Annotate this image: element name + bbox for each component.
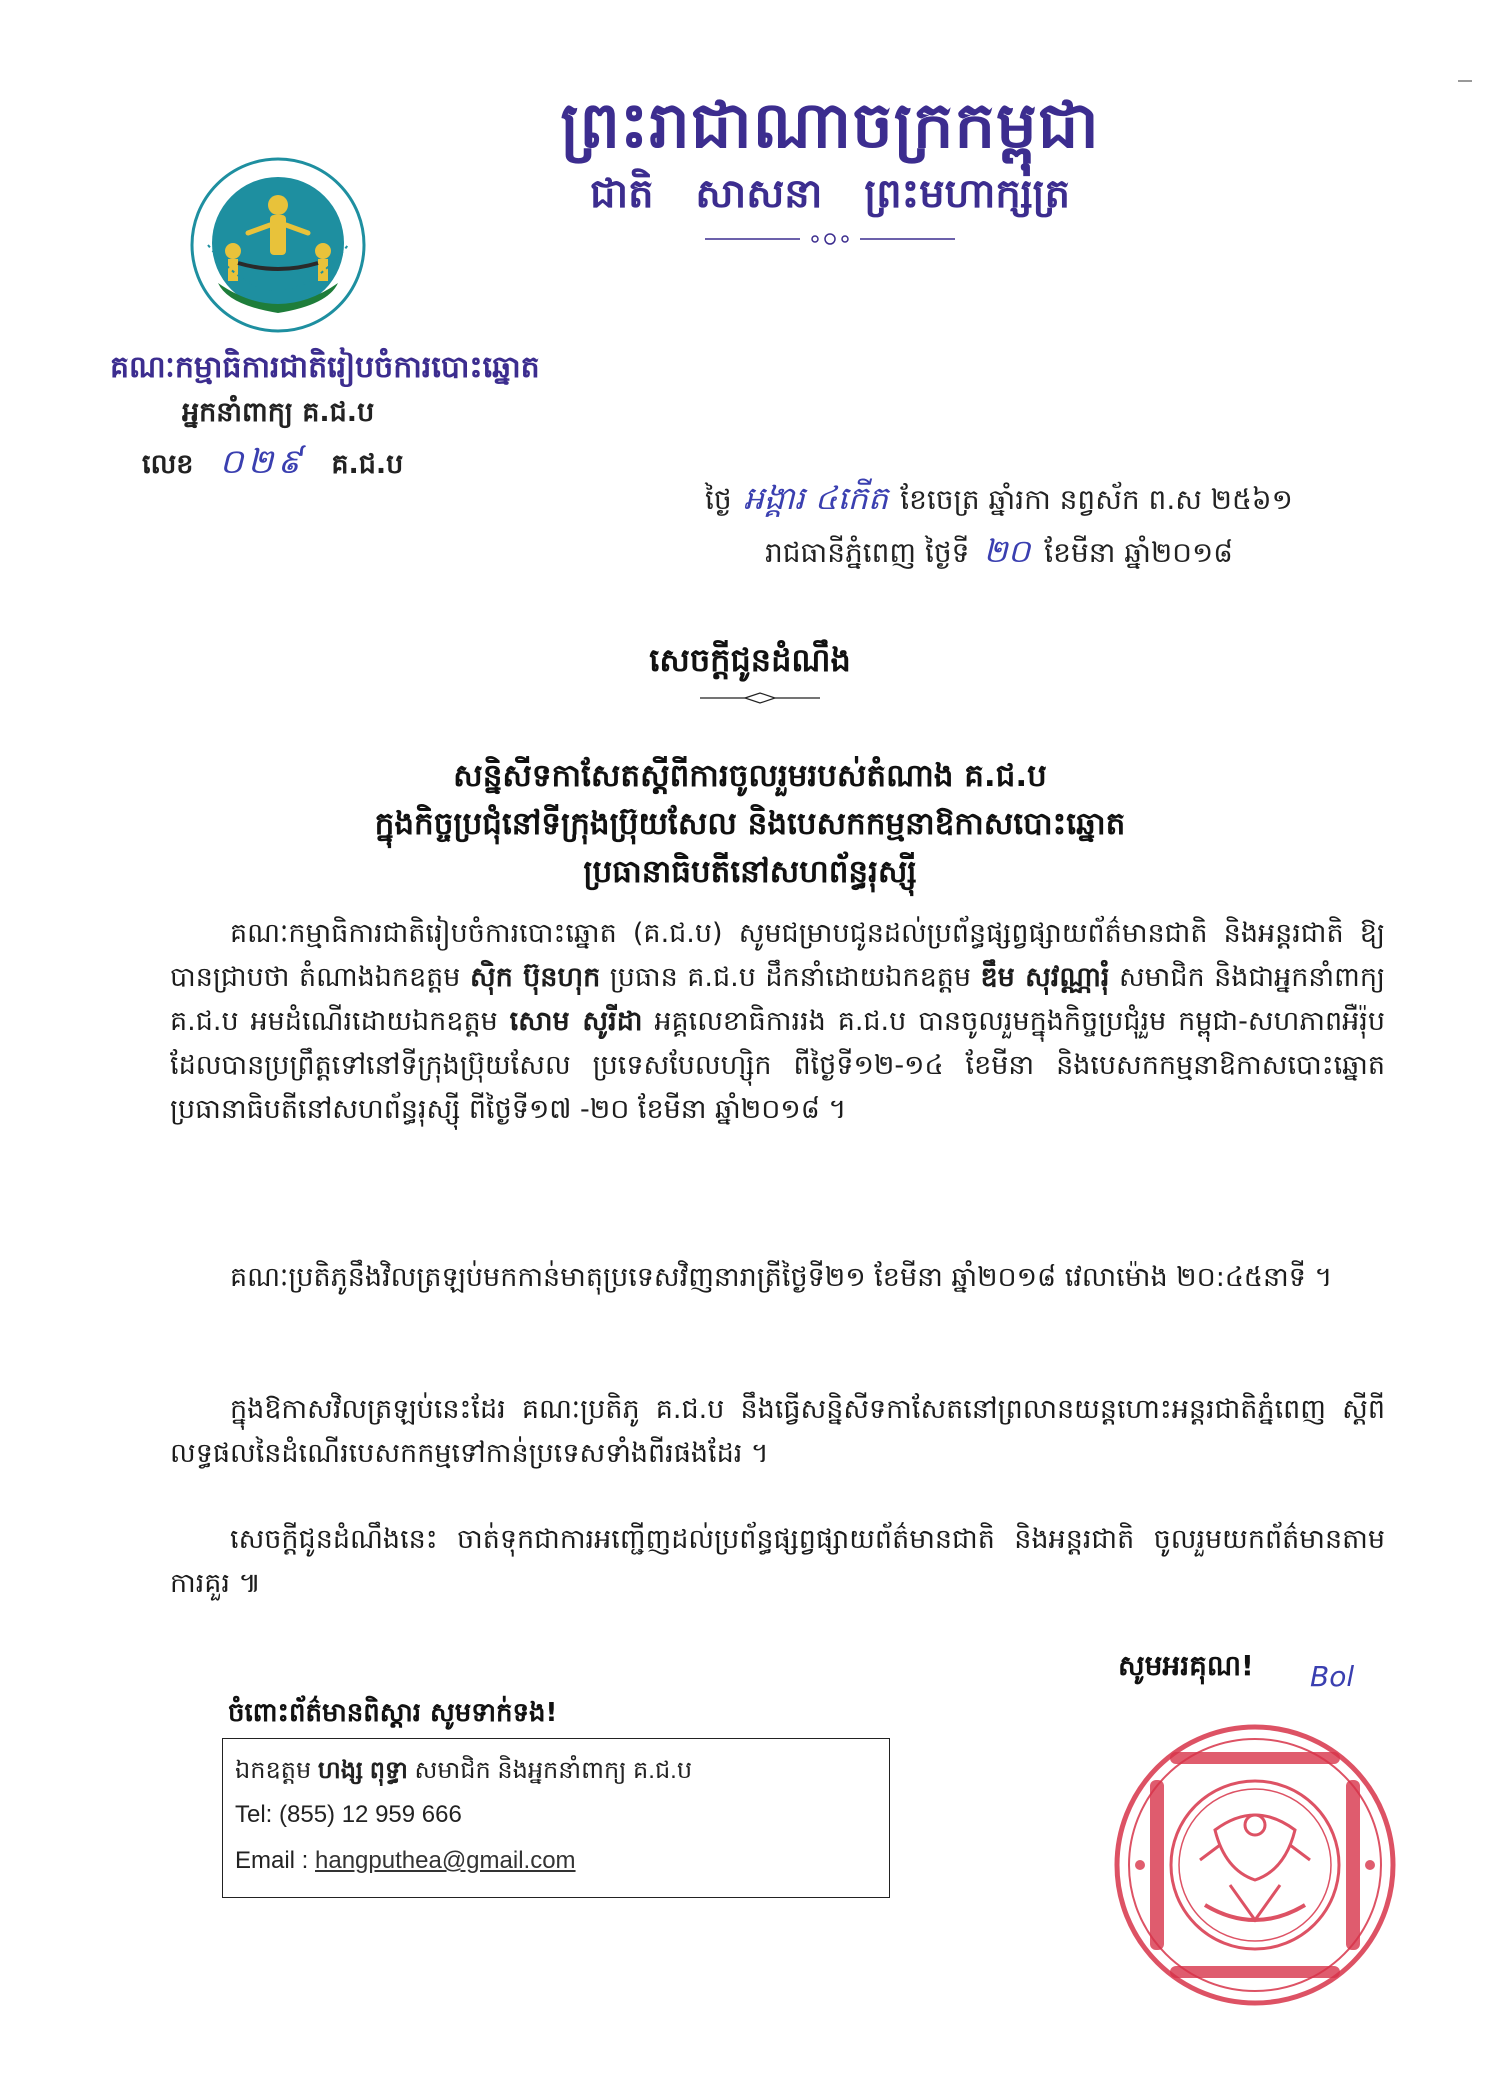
org-name: គណៈកម្មាធិការជាតិរៀបចំការបោះឆ្នោត (110, 350, 540, 385)
national-motto (560, 168, 1100, 227)
thank-you: សូមអរគុណ! (1118, 1649, 1254, 1682)
contact-email-line: Email : hangputhea@gmail.com (235, 1847, 576, 1874)
nec-logo-icon (188, 155, 368, 335)
email-link[interactable]: hangputhea@gmail.com (315, 1847, 576, 1874)
subject-heading (200, 752, 1300, 896)
subject-line-2: ក្នុងកិច្ចប្រជុំនៅទីក្រុងប្រ៊ុយសែល និងបេសកកម្មនាឱកាសបោះឆ្នោត (374, 806, 1126, 842)
body-paragraph-3: ក្នុងឱកាសវិលត្រឡប់នេះដែរ គណៈប្រតិភូ គ.ជ.ប នឹងធ្វើសន្និសីទកាសែតនៅព្រលានយន្តហោះអន្តរជាតិភ្នំពេញ ស្តីពីលទ្ធផលនៃដំណើរបេសកកម្មទៅកាន់ប្រទេសទាំងពីរផងដែរ ។ (170, 1394, 1385, 1469)
official-name-1: ស៊ិក ប៊ុនហុក (469, 962, 601, 993)
scan-edge-mark (1458, 80, 1472, 82)
handwritten-initials: Bol (1310, 1660, 1355, 1693)
contact-name: ហង្ស ពុទ្ធា (317, 1757, 408, 1784)
official-name-2: ឌឹម សុវណ្ណារុំ (980, 962, 1110, 993)
greg-day-handwritten: ២០ (983, 532, 1031, 570)
motto-king: ព្រះមហាក្សត្រ (864, 171, 1070, 217)
ref-label: លេខ (142, 449, 194, 480)
lunar-day-label: ថ្ងៃ (705, 483, 732, 516)
subject-line-1: សន្និសីទកាសែតស្តីពីការចូលរួមរបស់តំណាង គ.ជ.ប (453, 758, 1047, 794)
document-title: សេចក្តីជូនដំណឹង (649, 641, 851, 679)
official-name-3: សោម សូរីដា (509, 1006, 643, 1037)
greg-prefix: រាជធានីភ្នំពេញ ថ្ងៃទី (765, 536, 970, 569)
spokesperson-label: អ្នកនាំពាក្យ គ.ជ.ប (182, 397, 375, 428)
contact-box (222, 1738, 890, 1898)
gregorian-date (765, 531, 1233, 578)
kingdom-heading: ព្រះរាជាណាចក្រកម្ពុជា (560, 89, 1100, 163)
contact-intro: ចំពោះព័ត៌មានពិស្តារ សូមទាក់ទង! (228, 1698, 558, 1728)
contact-person: ឯកឧត្តម ហង្ស ពុទ្ធា សមាជិក និងអ្នកនាំពាក្យ គ.ជ.ប (235, 1757, 693, 1784)
lunar-day-handwritten: អង្គារ ៤កើត (743, 479, 889, 517)
ref-suffix: គ.ជ.ប (331, 449, 404, 480)
title-ornament (700, 692, 820, 704)
contact-phone: Tel: (855) 12 959 666 (235, 1801, 462, 1828)
greg-month-year: ខែមីនា ឆ្នាំ២០១៨ (1044, 536, 1233, 569)
header-ornament (705, 232, 955, 246)
ref-number-handwritten: ០២៩ (219, 442, 306, 482)
body-paragraph-4: សេចក្តីជូនដំណឹងនេះ ចាត់ទុកជាការអញ្ជើញដល់ប្រព័ន្ធផ្សព្វផ្សាយព័ត៌មានជាតិ និងអន្តរជាតិ ចូលរួមយកព័ត៌មានតាមការគួរ ៕ (170, 1524, 1385, 1599)
lunar-date (705, 478, 1293, 525)
body-paragraph-1: គណៈកម្មាធិការជាតិរៀបចំការបោះឆ្នោត (គ.ជ.ប) សូមជម្រាបជូនដល់ប្រព័ន្ធផ្សព្វផ្សាយព័ត៌មានជាតិ និងអន្តរជាតិ ឱ្យបានជ្រាបថា តំណាងឯកឧត្តម ស៊ិក ប៊ុនហុក ប្រធាន គ.ជ.ប ដឹកនាំដោយឯកឧត្តម ឌឹម សុវណ្ណារុំ សមាជិក និងជាអ្នកនាំពាក្យ គ.ជ.ប អមដំណើរដោយឯកឧត្តម សោម សូរីដា អគ្គលេខាធិការរង គ.ជ.ប បានចូលរួមក្នុងកិច្ចប្រជុំរួម កម្ពុជា-សហភាពអឺរ៉ុប ដែលបានប្រព្រឹត្តទៅនៅទីក្រុងប្រ៊ុយសែល ប្រទេសបែលហ្ស៊ិក ពីថ្ងៃទី១២-១៤ ខែមីនា និងបេសកកម្មនាឱកាសបោះឆ្នោតប្រធានាធិបតីនៅសហព័ន្ធរុស្ស៊ី ពីថ្ងៃទី១៧ -២០ ខែមីនា ឆ្នាំ២០១៨ ។ (170, 918, 1386, 1125)
lunar-month-year: ខែចេត្រ ឆ្នាំរកា នព្វស័ក ព.ស ២៥៦១ (900, 483, 1293, 516)
official-seal-stamp (1110, 1720, 1400, 2010)
subject-line-3: ប្រធានាធិបតីនៅសហព័ន្ធរុស្ស៊ី (583, 854, 917, 890)
motto-nation: ជាតិ (590, 171, 654, 217)
body-paragraph-2: គណៈប្រតិភូនឹងវិលត្រឡប់មកកាន់មាតុប្រទេសវិញនារាត្រីថ្ងៃទី២១ ខែមីនា ឆ្នាំ២០១៨ វេលាម៉ោង ២០:៤៥នាទី ។ (230, 1262, 1333, 1293)
motto-religion: សាសនា (695, 171, 823, 217)
reference-number (142, 440, 403, 490)
